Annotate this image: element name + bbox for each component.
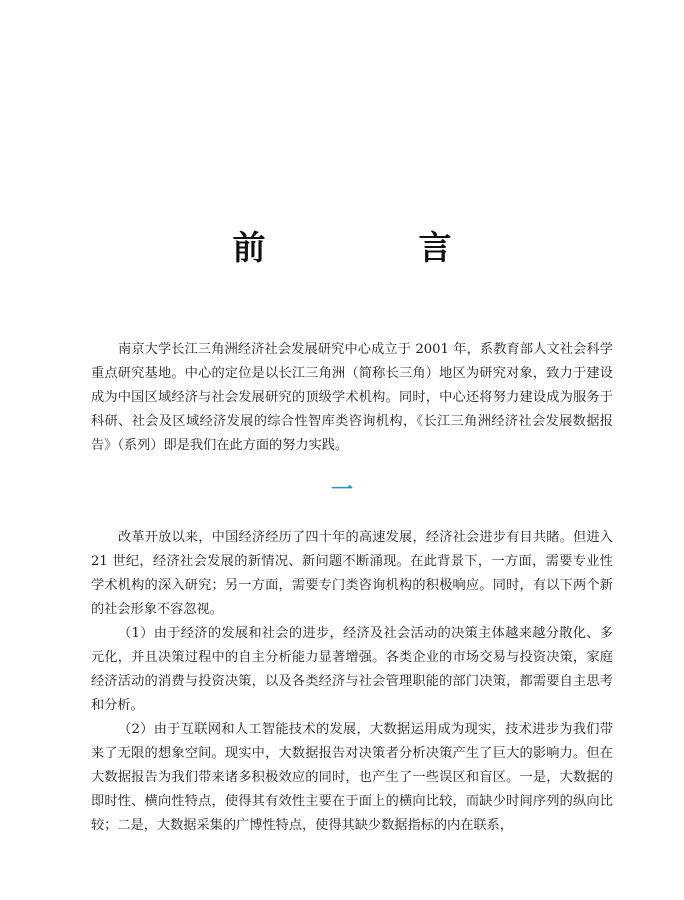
- body-paragraph: （2）由于互联网和人工智能技术的发展，大数据运用成为现实，技术进步为我们带来了无限的想象空间。现实中，大数据报告对决策者分析决策产生了巨大的影响力。但在大数据报告为我们带来诸多积极效应的同时，也产生了一些误区和盲区。一是，大数据的即时性、横向性特点，使得其有效性主要在于面上的横向比较，而缺少时间序列的纵向比较；二是，大数据采集的广博性特点，使得其缺少数据指标的内在联系，: [91, 722, 613, 833]
- section-one-body: [91, 526, 613, 838]
- body-paragraph: （1）由于经济的发展和社会的进步，经济及社会活动的决策主体越来越分散化、多元化，并且决策过程中的自主分析能力显著增强。各类企业的市场交易与投资决策，家庭经济活动的消费与投资决策，以及各类经济与社会管理职能的部门决策，都需要自主思考和分析。: [91, 626, 613, 713]
- body-paragraph: 改革开放以来，中国经济经历了四十年的高速发展，经济社会进步有目共睹。但进入 21 世纪，经济社会发展的新情况、新问题不断涌现。在此背景下，一方面，需要专业性学术机构的深入研究；另一方面，需要专门类咨询机构的积极响应。同时，有以下两个新的社会形象不容忽视。: [91, 530, 613, 617]
- page-title: 前 言: [232, 228, 512, 268]
- intro-section: [91, 338, 613, 458]
- intro-paragraph: 南京大学长江三角洲经济社会发展研究中心成立于 2001 年，系教育部人文社会科学重点研究基地。中心的定位是以长江三角洲（简称长三角）地区为研究对象，致力于建设成为中国区域经济与社会发展研究的顶级学术机构。同时，中心还将努力建设成为服务于科研、社会及区域经济发展的综合性智库类咨询机构，《长江三角洲经济社会发展数据报告》（系列）即是我们在此方面的努力实践。: [91, 342, 613, 453]
- section-number: 一: [330, 477, 353, 503]
